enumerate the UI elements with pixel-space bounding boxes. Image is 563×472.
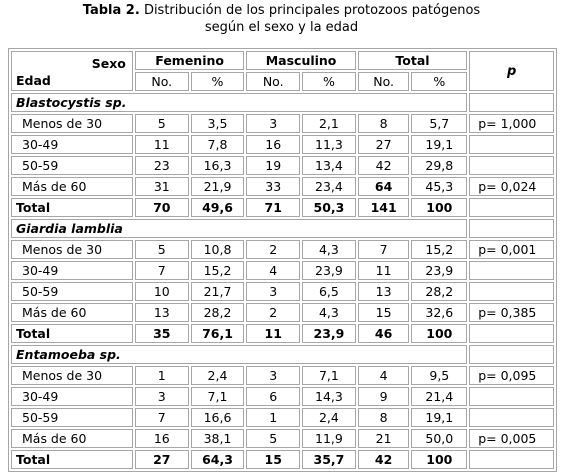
p-value-cell [469,282,554,301]
header-row-1 [11,51,554,70]
cell-t-pct: 15,2 [411,240,467,259]
cell-t-pct: 28,2 [411,282,467,301]
p-value-cell [469,450,554,469]
p-value-cell [469,135,554,154]
edad-cell: Menos de 30 [11,366,133,385]
edad-cell: 30-49 [11,387,133,406]
cell-f-pct: 38,1 [191,429,245,448]
cell-m-pct: 2,4 [302,408,356,427]
cell-t-no: 7 [358,240,410,259]
caption-line-2: según el sexo y la edad [204,20,359,35]
header-t-no: No. [358,72,410,91]
cell-f-no: 5 [135,114,189,133]
data-table [8,48,557,472]
cell-f-pct: 49,6 [191,198,245,217]
table-row [11,114,554,133]
header-sexo: Sexo [91,56,126,71]
edad-cell: 50-59 [11,282,133,301]
cell-m-pct: 23,9 [302,261,356,280]
cell-m-pct: 11,3 [302,135,356,154]
p-value-cell [469,261,554,280]
cell-m-pct: 35,7 [302,450,356,469]
table-caption [0,2,563,36]
cell-f-pct: 3,5 [191,114,245,133]
cell-m-no: 4 [246,261,300,280]
cell-m-pct: 11,9 [302,429,356,448]
cell-m-pct: 7,1 [302,366,356,385]
table-row [11,282,554,301]
cell-f-no: 1 [135,366,189,385]
p-value-cell [469,156,554,175]
cell-t-no: 21 [358,429,410,448]
p-value-cell: p= 0,385 [469,303,554,322]
section-p-cell [469,345,554,364]
p-value-cell: p= 1,000 [469,114,554,133]
cell-m-no: 33 [246,177,300,196]
cell-f-pct: 2,4 [191,366,245,385]
cell-f-no: 70 [135,198,189,217]
edad-cell: Más de 60 [11,177,133,196]
header-femenino: Femenino [135,51,244,70]
cell-f-pct: 16,6 [191,408,245,427]
cell-t-pct: 19,1 [411,408,467,427]
cell-m-no: 6 [246,387,300,406]
section-p-cell [469,219,554,238]
cell-t-no: 8 [358,114,410,133]
header-p: p [469,51,554,91]
edad-cell: 30-49 [11,261,133,280]
cell-t-no: 9 [358,387,410,406]
cell-t-pct: 29,8 [411,156,467,175]
cell-f-no: 7 [135,408,189,427]
p-value-cell: p= 0,001 [469,240,554,259]
caption-line-1 [0,2,563,19]
header-sexo-edad-cell [11,51,133,91]
section-header-row [11,219,554,238]
p-value-cell: p= 0,005 [469,429,554,448]
header-edad: Edad [16,73,51,88]
cell-f-no: 27 [135,450,189,469]
cell-m-no: 1 [246,408,300,427]
cell-f-no: 5 [135,240,189,259]
cell-t-no: 42 [358,156,410,175]
p-value-cell [469,198,554,217]
cell-f-pct: 28,2 [191,303,245,322]
header-f-no: No. [135,72,189,91]
total-row [11,324,554,343]
header-total: Total [358,51,467,70]
p-value-cell: p= 0,024 [469,177,554,196]
cell-m-no: 16 [246,135,300,154]
edad-cell: Total [11,198,133,217]
edad-cell: 50-59 [11,156,133,175]
p-value-cell [469,324,554,343]
section-title: Giardia lamblia [11,219,467,238]
cell-t-pct: 100 [411,324,467,343]
cell-t-pct: 100 [411,450,467,469]
cell-t-pct: 23,9 [411,261,467,280]
edad-cell: 30-49 [11,135,133,154]
cell-t-pct: 45,3 [411,177,467,196]
header-m-no: No. [246,72,300,91]
cell-t-no: 141 [358,198,410,217]
cell-t-no: 13 [358,282,410,301]
edad-cell: Total [11,450,133,469]
edad-cell: Más de 60 [11,429,133,448]
cell-f-no: 13 [135,303,189,322]
edad-cell: Más de 60 [11,303,133,322]
total-row [11,198,554,217]
cell-m-pct: 14,3 [302,387,356,406]
cell-m-pct: 23,9 [302,324,356,343]
section-title: Blastocystis sp. [11,93,467,112]
table-row [11,303,554,322]
cell-m-pct: 50,3 [302,198,356,217]
table-row [11,261,554,280]
cell-m-no: 15 [246,450,300,469]
cell-t-pct: 5,7 [411,114,467,133]
cell-f-pct: 15,2 [191,261,245,280]
table-row [11,156,554,175]
cell-f-pct: 10,8 [191,240,245,259]
cell-m-pct: 13,4 [302,156,356,175]
p-value-cell [469,408,554,427]
header-t-pct: % [411,72,467,91]
cell-t-no: 64 [358,177,410,196]
section-title: Entamoeba sp. [11,345,467,364]
edad-cell: Total [11,324,133,343]
cell-m-pct: 2,1 [302,114,356,133]
edad-cell: Menos de 30 [11,114,133,133]
cell-m-no: 11 [246,324,300,343]
cell-m-pct: 6,5 [302,282,356,301]
cell-f-no: 7 [135,261,189,280]
table-row [11,408,554,427]
header-m-pct: % [302,72,356,91]
table-row [11,240,554,259]
cell-m-no: 2 [246,303,300,322]
cell-f-pct: 21,9 [191,177,245,196]
cell-f-pct: 7,8 [191,135,245,154]
table-body [11,51,554,469]
table-row [11,177,554,196]
cell-f-no: 3 [135,387,189,406]
table-row [11,135,554,154]
p-value-cell [469,387,554,406]
edad-cell: Menos de 30 [11,240,133,259]
cell-t-pct: 19,1 [411,135,467,154]
cell-f-no: 16 [135,429,189,448]
cell-t-no: 27 [358,135,410,154]
cell-m-pct: 4,3 [302,240,356,259]
cell-t-pct: 50,0 [411,429,467,448]
table-row [11,366,554,385]
cell-f-pct: 76,1 [191,324,245,343]
cell-m-pct: 4,3 [302,303,356,322]
cell-f-no: 23 [135,156,189,175]
cell-m-no: 3 [246,282,300,301]
caption-label: Tabla 2. [82,3,140,18]
cell-m-no: 3 [246,366,300,385]
cell-t-pct: 21,4 [411,387,467,406]
cell-m-no: 19 [246,156,300,175]
header-masculino: Masculino [246,51,355,70]
cell-f-no: 11 [135,135,189,154]
cell-t-no: 11 [358,261,410,280]
total-row [11,450,554,469]
cell-f-no: 10 [135,282,189,301]
cell-m-pct: 23,4 [302,177,356,196]
cell-f-no: 31 [135,177,189,196]
cell-m-no: 71 [246,198,300,217]
cell-t-no: 4 [358,366,410,385]
cell-t-pct: 32,6 [411,303,467,322]
cell-m-no: 2 [246,240,300,259]
cell-f-no: 35 [135,324,189,343]
section-p-cell [469,93,554,112]
cell-f-pct: 64,3 [191,450,245,469]
caption-text: Distribución de los principales protozoos patógenos [143,3,481,18]
cell-m-no: 5 [246,429,300,448]
cell-f-pct: 21,7 [191,282,245,301]
section-header-row [11,345,554,364]
edad-cell: 50-59 [11,408,133,427]
cell-t-pct: 100 [411,198,467,217]
cell-t-no: 15 [358,303,410,322]
cell-t-no: 8 [358,408,410,427]
p-value-cell: p= 0,095 [469,366,554,385]
header-f-pct: % [191,72,245,91]
table-row [11,387,554,406]
cell-f-pct: 7,1 [191,387,245,406]
cell-t-no: 46 [358,324,410,343]
section-header-row [11,93,554,112]
cell-t-pct: 9,5 [411,366,467,385]
cell-t-no: 42 [358,450,410,469]
cell-f-pct: 16,3 [191,156,245,175]
cell-m-no: 3 [246,114,300,133]
table-row [11,429,554,448]
